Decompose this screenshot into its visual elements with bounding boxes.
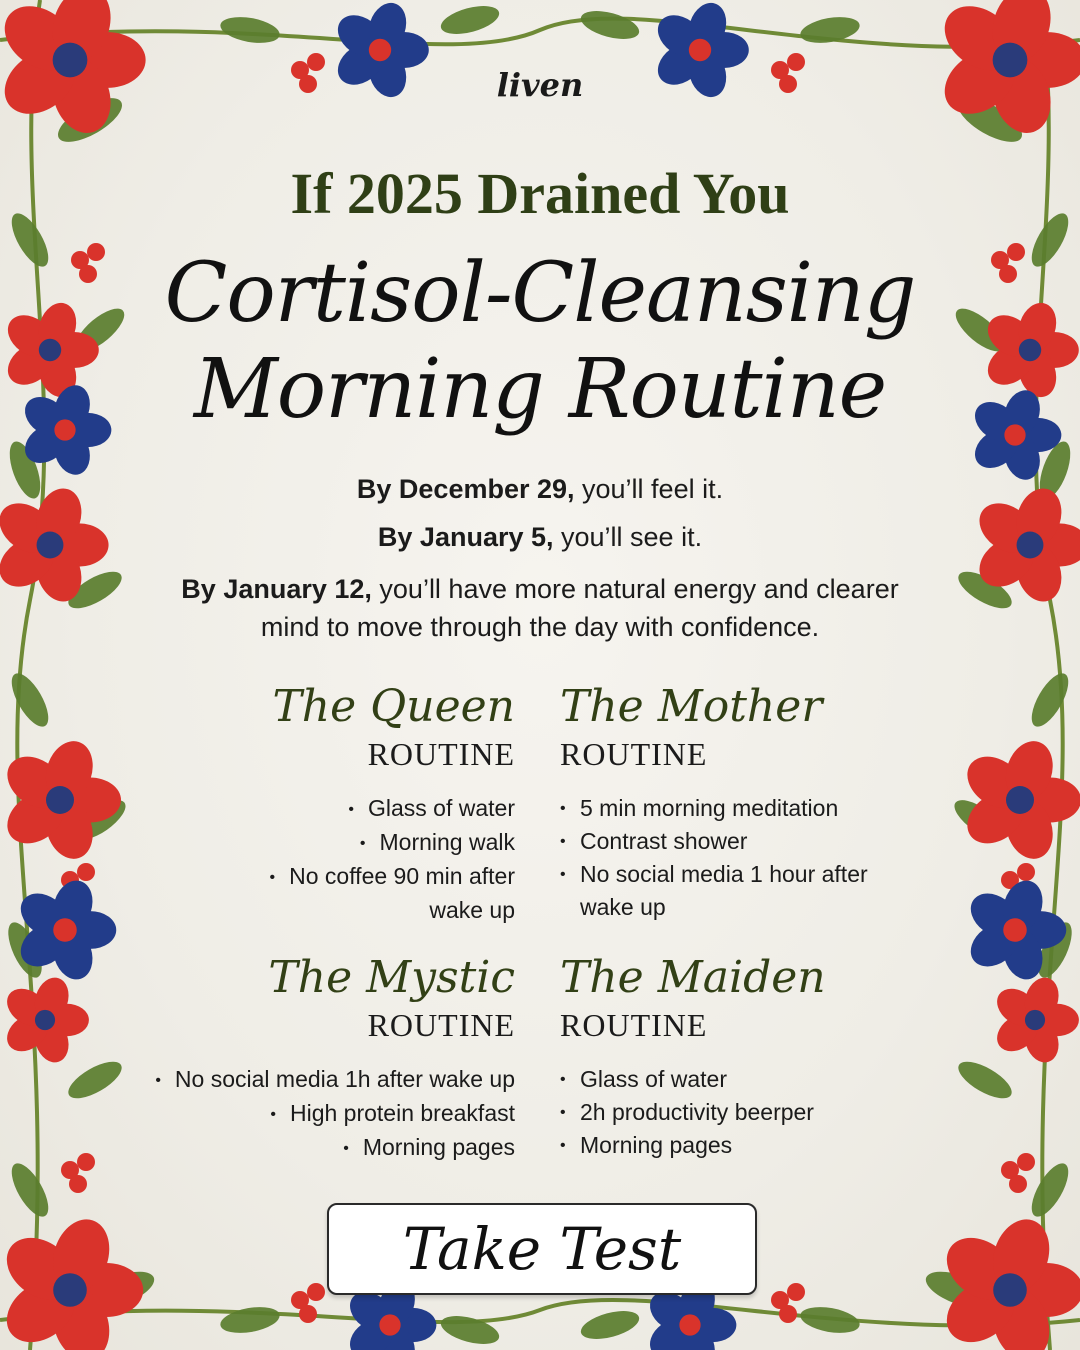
leaf-icon: [218, 13, 281, 47]
flower-center-icon: [1025, 1010, 1045, 1030]
flower-center-icon: [679, 1314, 700, 1335]
intro-date: By December 29,: [356, 474, 575, 504]
routine-label: ROUTINE: [367, 736, 515, 772]
routine-name: The Mystic: [268, 952, 515, 1003]
leaf-icon: [5, 1158, 56, 1222]
intro-text: you’ll see it.: [553, 522, 703, 552]
vine-stem: [0, 19, 1080, 47]
berry-icon: [77, 1153, 95, 1171]
leaf-icon: [438, 1, 502, 40]
leaf-icon: [578, 1306, 642, 1345]
berry-icon: [1017, 863, 1035, 881]
list-item: • 2h productivity beerper: [560, 1096, 960, 1129]
intro-line-1: [0, 474, 1080, 505]
list-item: • Glass of water: [560, 1063, 960, 1096]
leaf-icon: [438, 1311, 502, 1350]
leaf-icon: [1025, 668, 1076, 732]
flower-center-icon: [379, 1314, 400, 1335]
routine-label: ROUTINE: [560, 736, 708, 772]
routine-items: [560, 1063, 960, 1162]
berry-icon: [787, 1283, 805, 1301]
berry-icon: [1009, 1175, 1027, 1193]
flower-center-icon: [53, 1273, 87, 1307]
leaf-icon: [798, 1303, 861, 1337]
berry-icon: [69, 1175, 87, 1193]
title-line-1: Cortisol-Cleansing: [164, 246, 916, 341]
intro-text: you’ll feel it.: [574, 474, 724, 504]
intro-date: By January 12,: [181, 574, 372, 604]
berry-icon: [77, 863, 95, 881]
list-item: • Contrast shower: [560, 825, 910, 858]
routine-queen: [115, 682, 515, 928]
list-item: • Morning pages: [560, 1129, 960, 1162]
flower-center-icon: [1006, 786, 1034, 814]
routine-label: ROUTINE: [560, 1007, 708, 1043]
berry-icon: [299, 1305, 317, 1323]
headline: If 2025 Drained You: [290, 161, 790, 226]
list-item: • No coffee 90 min after: [115, 860, 515, 894]
routine-maiden: [560, 953, 960, 1162]
list-item: • High protein breakfast: [115, 1097, 515, 1131]
intro-line-3: [160, 570, 920, 646]
intro-line-2: [0, 522, 1080, 553]
flower-center-icon: [993, 1273, 1027, 1307]
leaf-icon: [953, 1055, 1017, 1106]
list-item: • No social media 1h after wake up: [115, 1063, 515, 1097]
leaf-icon: [578, 6, 642, 45]
routine-mother: [560, 682, 910, 924]
routine-name: The Maiden: [560, 952, 826, 1003]
berry-icon: [307, 1283, 325, 1301]
routine-items: [560, 792, 910, 924]
flower-center-icon: [689, 39, 711, 61]
flower-center-icon: [46, 786, 74, 814]
list-item-continuation: wake up: [429, 897, 515, 923]
take-test-button[interactable]: Take Test: [327, 1203, 757, 1295]
list-item: • Morning pages: [115, 1131, 515, 1165]
flower-center-icon: [35, 1010, 55, 1030]
berry-icon: [1017, 1153, 1035, 1171]
list-item: • No social media 1 hour after wake up: [560, 858, 910, 924]
list-item: • Morning walk: [115, 826, 515, 860]
list-item: • Glass of water: [115, 792, 515, 826]
routine-mystic: [115, 953, 515, 1165]
routine-name: The Mother: [560, 681, 823, 732]
routine-items: [115, 1063, 515, 1165]
vine-stem: [0, 1300, 1080, 1326]
intro-date: By January 5,: [377, 522, 554, 552]
title-line-2: Morning Routine: [193, 342, 887, 437]
routine-label: ROUTINE: [367, 1007, 515, 1043]
flower-center-icon: [53, 918, 77, 942]
routine-items: [115, 792, 515, 928]
leaf-icon: [218, 1303, 281, 1337]
routine-name: The Queen: [272, 681, 515, 732]
intro-text: you’ll have more natural energy and clearer mind to move through the day with confidence.: [260, 574, 899, 642]
berry-icon: [779, 1305, 797, 1323]
flower-center-icon: [1003, 918, 1027, 942]
list-item: • 5 min morning meditation: [560, 792, 910, 825]
brand-logo: liven: [496, 66, 584, 104]
flower-center-icon: [369, 39, 391, 61]
leaf-icon: [5, 668, 56, 732]
